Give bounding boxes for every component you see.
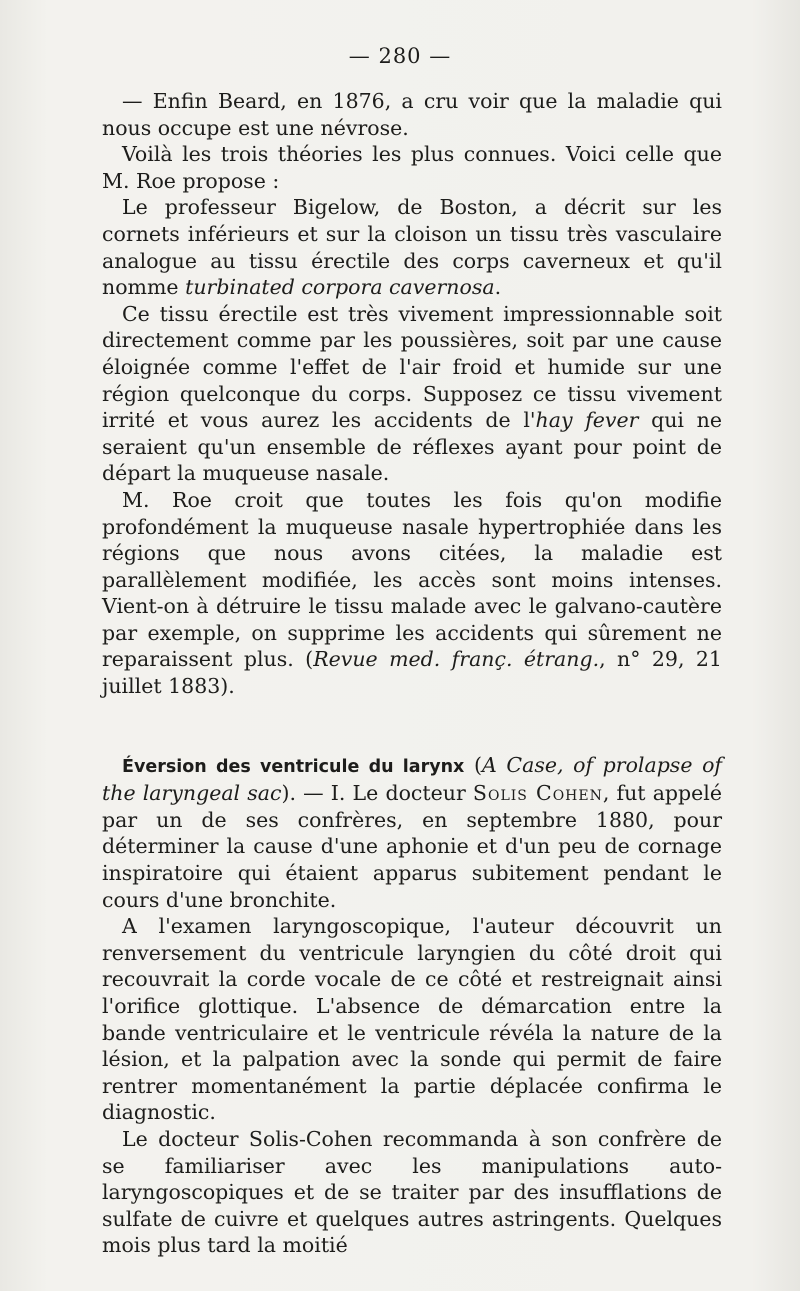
paragraph-theories: Voilà les trois théories les plus connues. Voici celle que M. Roe propose : xyxy=(102,142,722,193)
body-text xyxy=(102,88,722,1259)
author-name: Solis Cohen xyxy=(472,781,603,806)
paragraph-bigelow xyxy=(102,194,722,300)
eversion-open: ( xyxy=(464,752,482,777)
section-heading: Éversion des ventricule du larynx xyxy=(122,756,465,777)
paragraph-treatment: Le docteur Solis-Cohen recommanda à son confrère de se familiariser avec les manipulations auto-laryngoscopiques et de se traiter par des insufflations de sulfate de cuivre et quelques autres astringents. Quelques mois plus tard la moitié xyxy=(102,1126,722,1258)
section-gap xyxy=(102,700,722,752)
bigelow-text: Le professeur Bigelow, de Boston, a décrit sur les cornets inférieurs et sur la cloison un tissu très vasculaire analogue au tissu érectile des corps caverneux et qu'il nomme xyxy=(102,195,722,300)
paragraph-roe xyxy=(102,487,722,700)
eversion-english-title: A Case, of prolapse of the laryngeal sac xyxy=(102,752,723,806)
paragraph-erectile-tissue xyxy=(102,301,722,487)
paragraph-examen: A l'examen laryngoscopique, l'auteur découvrit un renversement du ventricule laryngien du côté droit qui recouvrait la corde vocale de ce côté et restreignait ainsi l'orifice glottique. L'absence de démarcation entre la bande ventriculaire et le ventricule révéla la nature de la lésion, et la palpation avec la sonde qui permit de faire rentrer momentanément la partie déplacée confirma le diagnostic. xyxy=(102,914,722,1125)
roe-text-2: , n° 29, 21 juillet 1883). xyxy=(102,647,722,699)
paragraph-beard: — Enfin Beard, en 1876, a cru voir que la maladie qui nous occupe est une névrose. xyxy=(102,89,722,140)
erectile-text-1: Ce tissu érectile est très vivement impressionnable soit directement comme par les poussières, soit par une cause éloignée comme l'effet de l'air froid et humide sur une région quelconque du corps. Supposez ce tissu vivement irrité et vous aurez les accidents de l' xyxy=(102,301,722,433)
eversion-text: , fut appelé par un de ses confrères, en septembre 1880, pour déterminer la cause d'une aphonie et d'un peu de cornage inspiratoire qui étaient apparus subitement pendant le cours d'une bronchite. xyxy=(102,781,722,912)
roe-text-1: M. Roe croit que toutes les fois qu'on modifie profondément la muqueuse nasale hypertrophiée dans les régions que nous avons citées, la maladie est parallèlement modifiée, les accès sont moins intenses. Vient-on à détruire le tissu malade avec le galvano-cautère par exemple, on supprime les accidents qui sûrement ne reparaissent plus. ( xyxy=(102,487,722,672)
bigelow-end: . xyxy=(494,275,502,300)
eversion-mid: ). — I. Le docteur xyxy=(281,781,473,806)
bigelow-term: turbinated corpora cavernosa xyxy=(185,275,495,300)
erectile-text-2: qui ne seraient qu'un ensemble de réflexes ayant pour point de départ la muqueuse nasale. xyxy=(102,408,722,486)
page-number: — 280 — xyxy=(348,44,452,68)
paragraph-eversion xyxy=(102,752,722,914)
hay-fever-term: hay fever xyxy=(535,408,639,433)
roe-citation: Revue med. franç. étrang. xyxy=(313,647,600,672)
